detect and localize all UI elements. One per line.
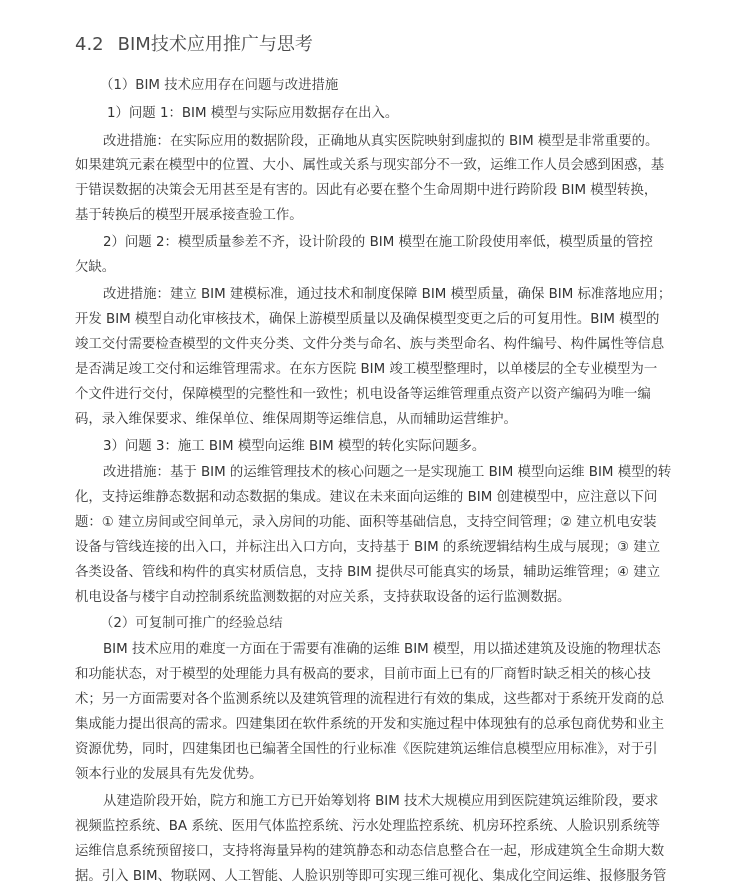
paragraph-line: 改进措施：基于 BIM 的运维管理技术的核心问题之一是实现施工 BIM 模型向运维 BIM 模型的转 bbox=[103, 465, 672, 480]
paragraph-line: 改进措施：在实际应用的数据阶段，正确地从真实医院映射到虚拟的 BIM 模型是非常重要的。 bbox=[103, 134, 659, 149]
paragraph-line: 领本行业的发展具有先发优势。 bbox=[75, 767, 263, 782]
paragraph-line: BIM 技术应用的难度一方面在于需要有准确的运维 BIM 模型，用以描述建筑及设施的物理状态 bbox=[103, 642, 661, 657]
section-heading bbox=[75, 30, 313, 56]
paragraph-line: 开发 BIM 模型自动化审核技术，确保上游模型质量以及确保模型变更之后的可复用性。BIM 模型的 bbox=[75, 312, 660, 327]
section-number: 4.2 bbox=[75, 34, 104, 55]
paragraph-line: 和功能状态，对于模型的处理能力具有极高的要求，目前市面上已有的厂商暂时缺乏相关的核心技 bbox=[75, 667, 651, 682]
paragraph-line: 于错误数据的决策会无用甚至是有害的。因此有必要在整个生命周期中进行跨阶段 BIM 模型转换， bbox=[75, 183, 658, 198]
subsection-heading-experience: （2）可复制可推广的经验总结 bbox=[100, 616, 283, 631]
paragraph-line: 基于转换后的模型开展承接查验工作。 bbox=[75, 208, 303, 223]
paragraph-line: 如果建筑元素在模型中的位置、大小、属性或关系与现实部分不一致，运维工作人员会感到困惑，基 bbox=[75, 158, 665, 173]
paragraph-line: 改进措施：建立 BIM 建模标准，通过技术和制度保障 BIM 模型质量，确保 BIM 标准落地应用； bbox=[103, 287, 672, 302]
paragraph-line: 竣工交付需要检查模型的文件夹分类、文件分类与命名、族与类型命名、构件编号、构件属性等信息 bbox=[75, 337, 665, 352]
paragraph-line: 码，录入维保要求、维保单位、维保周期等运维信息，从而辅助运营维护。 bbox=[75, 412, 517, 427]
paragraph-line: 术；另一方面需要对各个监测系统以及建筑管理的流程进行有效的集成，这些都对于系统开发商的总 bbox=[75, 692, 665, 707]
paragraph-line: 据。引入 BIM、物联网、人工智能、人脸识别等即可实现三维可视化、集成化空间运维、报修服务管 bbox=[75, 869, 667, 884]
paragraph-line: 题：① 建立房间或空间单元，录入房间的功能、面积等基础信息，支持空间管理；② 建立机电安装 bbox=[75, 515, 657, 530]
paragraph-line: 运维信息系统预留接口，支持将海量异构的建筑静态和动态信息整合在一起，形成建筑全生命期大数 bbox=[75, 844, 665, 859]
subsection-heading-problems: （1）BIM 技术应用存在问题与改进措施 bbox=[100, 78, 339, 93]
paragraph-line: 设备与管线连接的出入口，并标注出入口方向，支持基于 BIM 的系统逻辑结构生成与展现；③ 建立 bbox=[75, 540, 661, 555]
section-title: BIM技术应用推广与思考 bbox=[117, 34, 313, 55]
paragraph-line: 1）问题 1：BIM 模型与实际应用数据存在出入。 bbox=[107, 106, 399, 121]
paragraph-line: 化，支持运维静态数据和动态数据的集成。建议在未来面向运维的 BIM 创建模型中，应注意以下问 bbox=[75, 490, 658, 505]
paragraph-line: 欠缺。 bbox=[75, 260, 116, 275]
paragraph-line: 是否满足竣工交付和运维管理需求。在东方医院 BIM 竣工模型整理时，以单楼层的全专业模型为一 bbox=[75, 362, 658, 377]
paragraph-line: 机电设备与楼宇自动控制系统监测数据的对应关系，支持获取设备的运行监测数据。 bbox=[75, 590, 571, 605]
paragraph-line: 视频监控系统、BA 系统、医用气体监控系统、污水处理监控系统、机房环控系统、人脸识别系统等 bbox=[75, 819, 661, 834]
paragraph-line: 3）问题 3：施工 BIM 模型向运维 BIM 模型的转化实际问题多。 bbox=[103, 439, 486, 454]
paragraph-line: 集成能力提出很高的需求。四建集团在软件系统的开发和实施过程中体现独有的总承包商优势和业主 bbox=[75, 717, 665, 732]
paragraph-line: 资源优势，同时，四建集团也已编著全国性的行业标准《医院建筑运维信息模型应用标准》，对于引 bbox=[75, 742, 658, 757]
paragraph-line: 各类设备、管线和构件的真实材质信息，支持 BIM 提供尽可能真实的场景，辅助运维管理；④ 建立 bbox=[75, 565, 661, 580]
paragraph-line: 2）问题 2：模型质量参差不齐，设计阶段的 BIM 模型在施工阶段使用率低，模型质量的管控 bbox=[103, 235, 653, 250]
paragraph-line: 个文件进行交付，保障模型的完整性和一致性；机电设备等运维管理重点资产以资产编码为唯一编 bbox=[75, 387, 651, 402]
paragraph-line: 从建造阶段开始，院方和施工方已开始筹划将 BIM 技术大规模应用到医院建筑运维阶段，要求 bbox=[103, 794, 659, 809]
